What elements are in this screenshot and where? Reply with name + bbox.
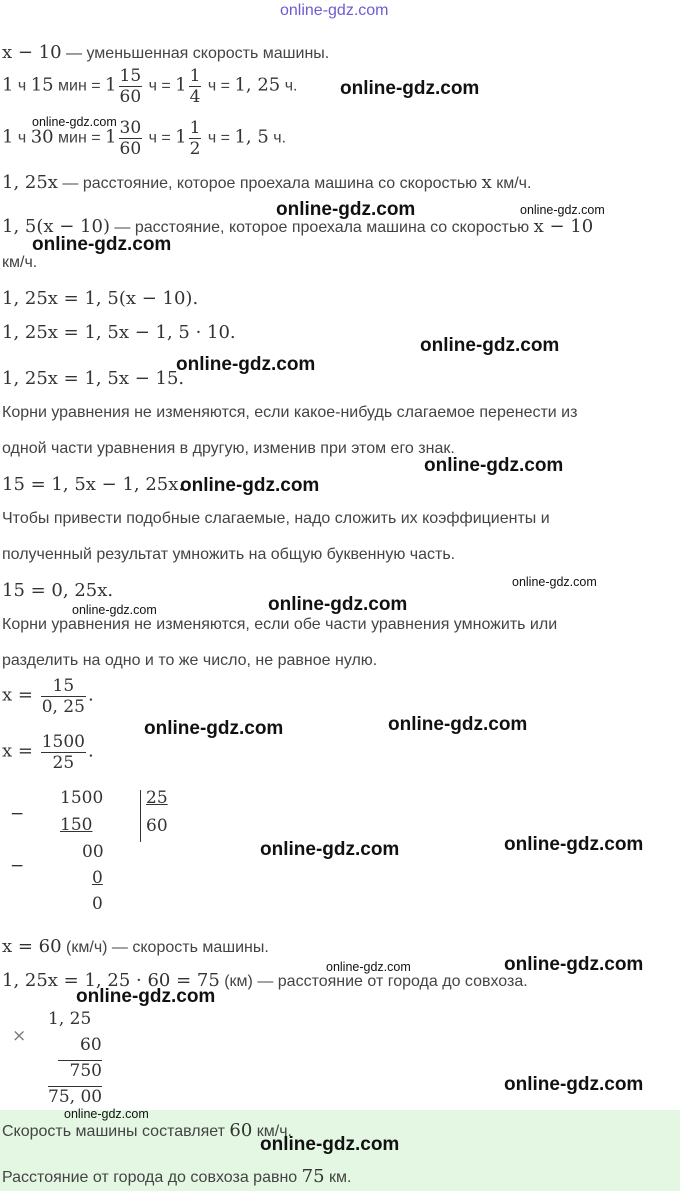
denominator: 4 <box>189 87 201 107</box>
div-sub-1: 150 <box>60 815 93 835</box>
watermark: online-gdz.com <box>144 718 284 739</box>
text: ч. <box>268 129 287 147</box>
watermark: online-gdz.com <box>72 603 157 617</box>
div-minus-2: − <box>10 856 25 876</box>
math: . <box>87 684 94 706</box>
math: x <box>481 172 492 193</box>
div-bar <box>140 790 141 842</box>
watermark: online-gdz.com <box>504 834 644 855</box>
rule-1-line-1: Корни уравнения не изменяются, если какое-нибудь слагаемое перенести из <box>2 404 578 421</box>
denominator: 60 <box>119 139 142 159</box>
equation-4: 15 = 1, 5x − 1, 25x. <box>2 474 185 495</box>
watermark: online-gdz.com <box>504 954 644 975</box>
text: км/ч. <box>491 175 532 192</box>
text: — расстояние, которое проехала машина со скоростью <box>57 175 482 192</box>
math: 1 <box>175 126 187 148</box>
text: ч. <box>280 77 298 95</box>
watermark: online-gdz.com <box>326 960 411 974</box>
math: x = <box>2 740 39 762</box>
text: Скорость машины составляет <box>2 1123 230 1140</box>
text: (км/ч) — скорость машины. <box>61 939 269 956</box>
math: 1 <box>2 126 14 148</box>
watermark: online-gdz.com <box>512 575 597 589</box>
watermark: online-gdz.com <box>504 1074 644 1095</box>
numerator: 15 <box>41 676 86 697</box>
math: 1 <box>105 74 117 96</box>
line-distance-1 <box>2 172 531 193</box>
watermark: online-gdz.com <box>268 594 408 615</box>
text: мин = <box>53 129 106 147</box>
div-quotient: 60 <box>146 816 168 836</box>
equation-5: 15 = 0, 25x. <box>2 580 114 601</box>
text: — расстояние, которое проехала машина со скоростью <box>109 219 534 236</box>
math: 75 <box>301 1166 325 1187</box>
numerator: 15 <box>119 66 142 86</box>
watermark: online-gdz.com <box>420 335 560 356</box>
math: 15 <box>30 74 54 96</box>
equation-1: 1, 25x = 1, 5(x − 10). <box>2 288 199 309</box>
watermark: online-gdz.com <box>260 839 400 860</box>
fraction <box>189 66 202 107</box>
math-expr: x − 10 <box>2 42 62 63</box>
numerator: 1 <box>189 66 201 86</box>
watermark: online-gdz.com <box>388 714 528 735</box>
text: км/ч. <box>252 1123 292 1140</box>
answer-speed <box>2 1120 292 1141</box>
mul-factor-2: 60 <box>80 1035 102 1055</box>
div-dividend: 1500 <box>60 788 104 808</box>
watermark: online-gdz.com <box>32 115 117 129</box>
watermark: online-gdz.com <box>520 203 605 217</box>
fraction <box>41 676 86 717</box>
numerator: 1 <box>189 118 201 138</box>
line-distance-2-cont <box>2 254 37 272</box>
math: 1, 5 <box>234 126 269 148</box>
text: км. <box>324 1169 352 1186</box>
math: 1, 25x = 1, 25 · 60 = 75 <box>2 970 220 991</box>
text: ч = <box>144 77 176 95</box>
math: 1, 25x <box>2 172 58 193</box>
denominator: 2 <box>189 139 201 159</box>
text: ч <box>13 77 31 95</box>
math: 30 <box>30 126 54 148</box>
watermark: online-gdz.com <box>340 78 480 99</box>
equation-2: 1, 25x = 1, 5x − 1, 5 · 10. <box>2 322 236 343</box>
watermark: online-gdz.com <box>180 475 320 496</box>
watermark: online-gdz.com <box>32 234 172 255</box>
div-minus-1: − <box>10 804 25 824</box>
result-speed <box>2 936 269 957</box>
equation-7 <box>2 732 94 773</box>
watermark-top: online-gdz.com <box>280 2 389 19</box>
watermark: online-gdz.com <box>176 354 316 375</box>
math: 1, 5(x − 10) <box>2 216 110 237</box>
line-time-1 <box>2 66 298 107</box>
rule-3-line-2: разделить на одно и то же число, не равное нулю. <box>2 652 378 669</box>
text: км/ч. <box>2 254 38 271</box>
text: ч <box>13 129 31 147</box>
denominator: 60 <box>119 87 142 107</box>
watermark: online-gdz.com <box>260 1134 400 1155</box>
text: ч = <box>144 129 176 147</box>
text: — уменьшенная скорость машины. <box>61 45 330 62</box>
fraction <box>119 118 143 159</box>
text: ч = <box>203 129 235 147</box>
answer-distance <box>2 1166 351 1187</box>
text: ч = <box>203 77 235 95</box>
equation-3: 1, 25x = 1, 5x − 15. <box>2 368 185 389</box>
math: 1 <box>175 74 187 96</box>
rule-2-line-2: полученный результат умножить на общую буквенную часть. <box>2 546 456 563</box>
equation-6 <box>2 676 94 717</box>
mul-partial: 750 <box>58 1060 102 1081</box>
mul-product: 75, 00 <box>48 1087 103 1107</box>
math: 1, 25 <box>234 74 281 96</box>
mul-sign: × <box>12 1026 27 1046</box>
div-divisor: 25 <box>146 788 168 808</box>
numerator: 30 <box>119 118 142 138</box>
rule-1-line-2: одной части уравнения в другую, изменив при этом его знак. <box>2 440 455 457</box>
text: (км) — расстояние от города до совхоза. <box>219 973 528 990</box>
math: 1 <box>2 74 14 96</box>
line-reduced-speed <box>2 42 329 63</box>
rule-3-line-1: Корни уравнения не изменяются, если обе части уравнения умножить или <box>2 616 558 633</box>
mul-factor-1: 1, 25 <box>48 1009 92 1029</box>
math: . <box>87 740 94 762</box>
watermark: online-gdz.com <box>76 986 216 1007</box>
numerator: 1500 <box>41 732 85 752</box>
div-rem-1: 00 <box>82 842 104 862</box>
math: x = <box>2 684 39 706</box>
fraction <box>119 66 143 107</box>
div-rem-2: 0 <box>92 894 103 914</box>
text: мин = <box>53 77 106 95</box>
watermark: online-gdz.com <box>424 455 564 476</box>
rule-2-line-1: Чтобы привести подобные слагаемые, надо сложить их коэффициенты и <box>2 510 550 527</box>
fraction <box>41 732 86 773</box>
fraction <box>189 118 202 159</box>
math: x = 60 <box>2 936 62 957</box>
text: Расстояние от города до совхоза равно <box>2 1169 302 1186</box>
div-sub-2: 0 <box>92 868 103 888</box>
watermark: online-gdz.com <box>64 1107 149 1121</box>
denominator: 0, 25 <box>41 697 85 717</box>
math: x − 10 <box>533 216 594 237</box>
watermark: online-gdz.com <box>276 199 416 220</box>
math: 1 <box>105 126 117 148</box>
math: 60 <box>229 1120 253 1141</box>
denominator: 25 <box>52 753 75 773</box>
